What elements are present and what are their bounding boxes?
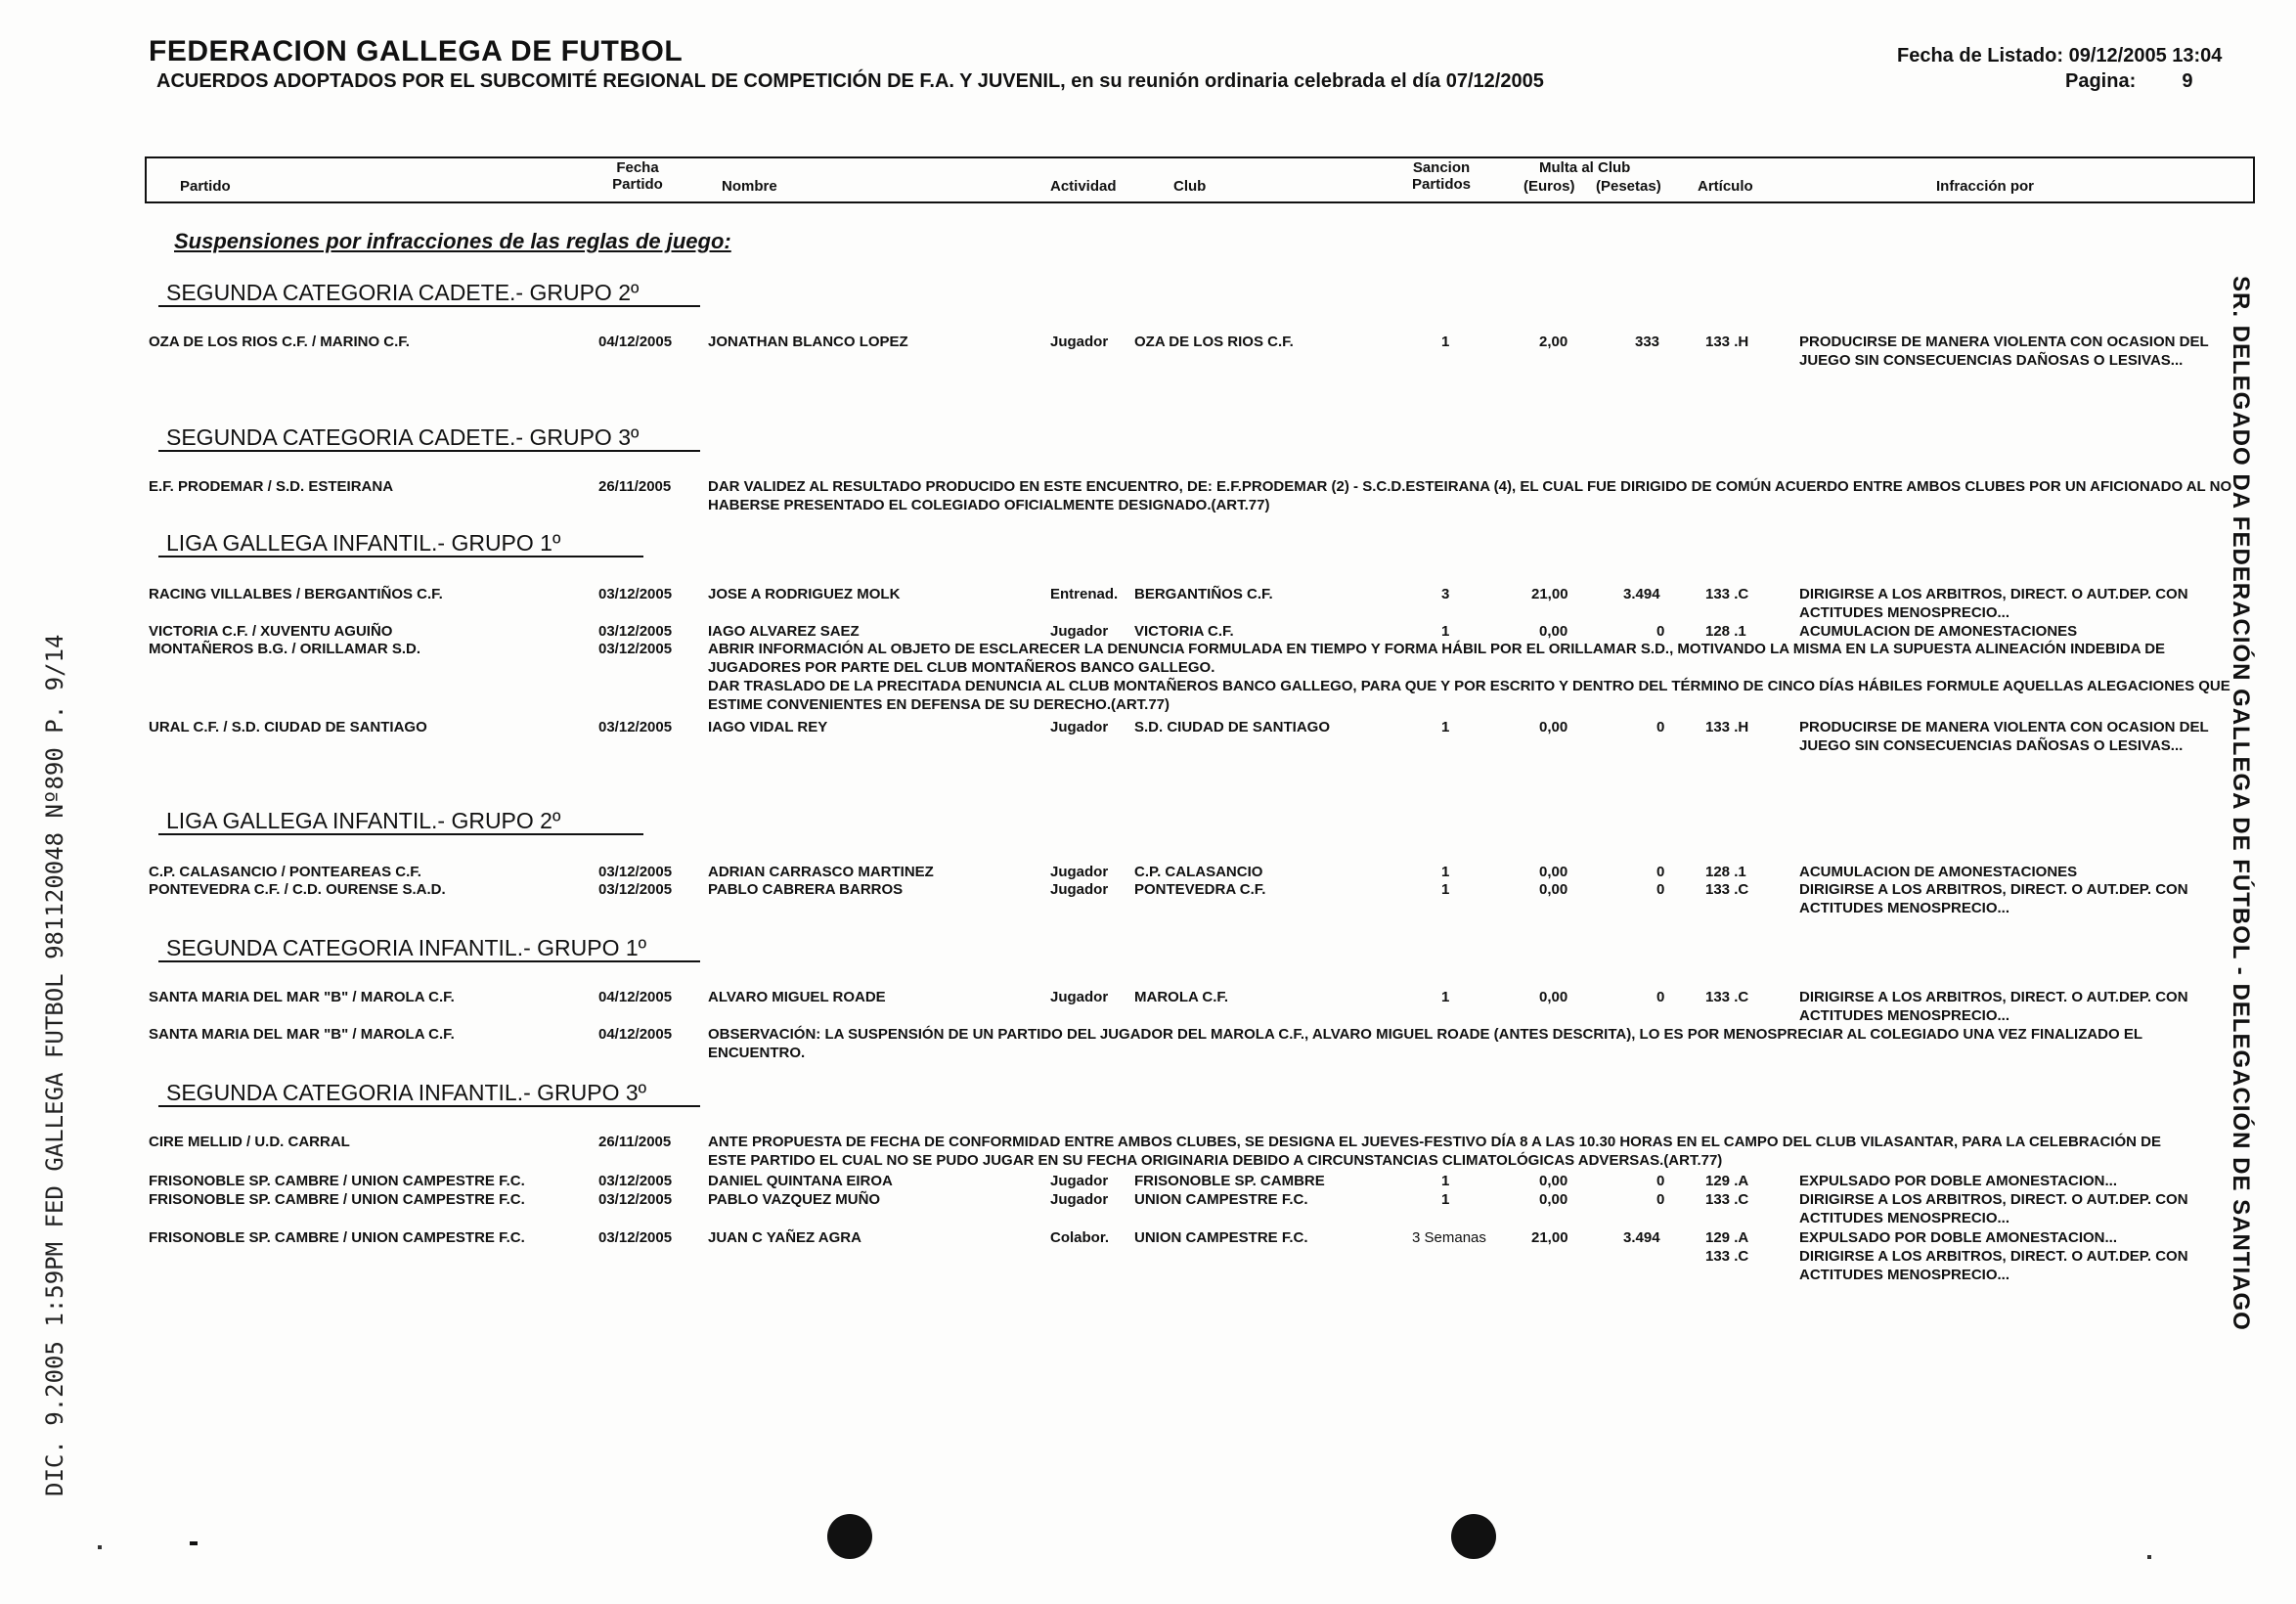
- row-club: UNION CAMPESTRE F.C.: [1134, 1229, 1308, 1246]
- punch-hole-right: [1451, 1514, 1496, 1559]
- row-partido: RACING VILLALBES / BERGANTIÑOS C.F.: [149, 586, 443, 602]
- row-fecha: 03/12/2005: [598, 881, 673, 898]
- row-infraccion: PRODUCIRSE DE MANERA VIOLENTA CON OCASION DEL JUEGO SIN CONSECUENCIAS DAÑOSAS O LESIVAS...: [1799, 334, 2209, 369]
- section-title: SEGUNDA CATEGORIA CADETE.- GRUPO 3º: [166, 424, 640, 450]
- row-nombre: ADRIAN CARRASCO MARTINEZ: [708, 864, 934, 880]
- row-pesetas: 0: [1656, 1173, 1665, 1189]
- row-actividad: Jugador: [1050, 989, 1109, 1005]
- row-club: VICTORIA C.F.: [1134, 623, 1234, 640]
- row-pesetas: 3.494: [1623, 1229, 1660, 1246]
- row-fecha: 03/12/2005: [598, 864, 673, 880]
- row-euros: 0,00: [1539, 989, 1568, 1005]
- col-partido: Partido: [180, 178, 231, 195]
- row-club: S.D. CIUDAD DE SANTIAGO: [1134, 719, 1331, 735]
- row-observation: ANTE PROPUESTA DE FECHA DE CONFORMIDAD ENTRE AMBOS CLUBES, SE DESIGNA EL JUEVES-FESTIVO DÍA 8 A LAS 10.30 HORAS EN EL CAMPO DEL CLUB VILASANTAR, PARA LA CELEBRACIÓN DE ESTE PARTIDO EL CUAL NO SE PUDO JUGAR EN SU FECHA ORIGINARIA DEBIDO A CIRCUNSTANCIAS CLIMATOLÓGICAS ADVERSAS.(ART.77): [708, 1134, 2161, 1169]
- row-sancion: 1: [1441, 623, 1450, 640]
- row-partido: FRISONOBLE SP. CAMBRE / UNION CAMPESTRE F.C.: [149, 1173, 525, 1189]
- row-partido: MONTAÑEROS B.G. / ORILLAMAR S.D.: [149, 641, 421, 657]
- section-title: LIGA GALLEGA INFANTIL.- GRUPO 1º: [166, 530, 561, 556]
- row-club: MAROLA C.F.: [1134, 989, 1229, 1005]
- row-fecha: 03/12/2005: [598, 1191, 673, 1208]
- row-partido: FRISONOBLE SP. CAMBRE / UNION CAMPESTRE F.C.: [149, 1229, 525, 1246]
- row-nombre: ALVARO MIGUEL ROADE: [708, 989, 886, 1005]
- row-euros: 21,00: [1531, 586, 1568, 602]
- col-articulo: Artículo: [1698, 178, 1753, 195]
- listing-date-label: Fecha de Listado:: [1897, 45, 2064, 67]
- row-sancion: 3 Semanas: [1412, 1229, 1486, 1246]
- page-number-label: Pagina:: [2065, 70, 2137, 92]
- row-nombre: IAGO ALVAREZ SAEZ: [708, 623, 860, 640]
- section-title: LIGA GALLEGA INFANTIL.- GRUPO 2º: [166, 808, 561, 833]
- col-infraccion: Infracción por: [1936, 178, 2035, 195]
- row-nombre: IAGO VIDAL REY: [708, 719, 828, 735]
- row-fecha: 03/12/2005: [598, 719, 673, 735]
- row-euros: 21,00: [1531, 1229, 1568, 1246]
- row-sancion: 1: [1441, 719, 1450, 735]
- row-actividad: Jugador: [1050, 881, 1109, 898]
- row-partido: C.P. CALASANCIO / PONTEAREAS C.F.: [149, 864, 421, 880]
- row-euros: 0,00: [1539, 719, 1568, 735]
- row-euros: 0,00: [1539, 623, 1568, 640]
- section-title: SEGUNDA CATEGORIA INFANTIL.- GRUPO 1º: [166, 935, 647, 960]
- col-multa: Multa al Club: [1539, 159, 1631, 176]
- row-club: PONTEVEDRA C.F.: [1134, 881, 1266, 898]
- row-club: UNION CAMPESTRE F.C.: [1134, 1191, 1308, 1208]
- row-fecha: 26/11/2005: [598, 478, 672, 495]
- row-articulo-2: 133 .C: [1705, 1248, 1749, 1265]
- row-euros: 0,00: [1539, 1191, 1568, 1208]
- row-partido: VICTORIA C.F. / XUVENTU AGUIÑO: [149, 623, 393, 640]
- col-fecha-partido: Fecha Partido: [612, 159, 663, 193]
- row-actividad: Jugador: [1050, 334, 1109, 350]
- row-partido: SANTA MARIA DEL MAR "B" / MAROLA C.F.: [149, 1026, 455, 1043]
- row-actividad: Jugador: [1050, 864, 1109, 880]
- delegation-side-stamp: SR. DELEGADO DA FEDERACIÓN GALLEGA DE FÚTBOL - DELEGACIÓN DE SANTIAGO: [2228, 276, 2254, 1331]
- scan-speck: [98, 1545, 102, 1549]
- listing-date: [1897, 45, 2222, 67]
- fax-transmission-header: DIC. 9.2005 1:59PM FED GALLEGA FUTBOL 981120048 Nº890 P. 9/14: [41, 634, 68, 1496]
- row-pesetas: 0: [1656, 989, 1665, 1005]
- row-actividad: Jugador: [1050, 719, 1109, 735]
- row-partido: OZA DE LOS RIOS C.F. / MARINO C.F.: [149, 334, 410, 350]
- section-underline: [158, 1105, 700, 1107]
- section-underline: [158, 833, 643, 835]
- row-articulo: 133 .C: [1705, 881, 1749, 898]
- row-fecha: 03/12/2005: [598, 1229, 673, 1246]
- row-actividad: Jugador: [1050, 1191, 1109, 1208]
- suspensions-heading: Suspensiones por infracciones de las reglas de juego:: [174, 229, 731, 253]
- row-articulo: 133 .C: [1705, 1191, 1749, 1208]
- section-title: SEGUNDA CATEGORIA INFANTIL.- GRUPO 3º: [166, 1080, 647, 1105]
- col-actividad: Actividad: [1050, 178, 1117, 195]
- row-pesetas: 0: [1656, 719, 1665, 735]
- page-number: [2065, 70, 2193, 93]
- row-pesetas: 0: [1656, 623, 1665, 640]
- row-articulo: 133 .H: [1705, 719, 1749, 735]
- row-euros: 0,00: [1539, 881, 1568, 898]
- row-articulo: 129 .A: [1705, 1173, 1749, 1189]
- row-articulo: 128 .1: [1705, 864, 1746, 880]
- row-infraccion: ACUMULACION DE AMONESTACIONES: [1799, 864, 2078, 880]
- row-articulo: 133 .H: [1705, 334, 1749, 350]
- row-actividad: Entrenad.: [1050, 586, 1119, 602]
- row-infraccion: DIRIGIRSE A LOS ARBITROS, DIRECT. O AUT.DEP. CON ACTITUDES MENOSPRECIO...: [1799, 881, 2188, 916]
- section-underline: [158, 556, 643, 557]
- scan-speck: [2147, 1555, 2151, 1559]
- row-observation-2: DAR TRASLADO DE LA PRECITADA DENUNCIA AL CLUB MONTAÑEROS BANCO GALLEGO, PARA QUE Y POR ESCRITO Y DENTRO DEL TÉRMINO DE CINCO DÍAS HÁBILES FORMULE AQUELLAS ALEGACIONES QUE ESTIME CONVENIENTES EN DEFENSA DE SU DERECHO.(ART.77): [708, 678, 2230, 713]
- federation-title: FEDERACION GALLEGA DE FUTBOL: [149, 35, 684, 67]
- punch-hole-left: [827, 1514, 872, 1559]
- row-partido: PONTEVEDRA C.F. / C.D. OURENSE S.A.D.: [149, 881, 446, 898]
- row-observation: OBSERVACIÓN: LA SUSPENSIÓN DE UN PARTIDO DEL JUGADOR DEL MAROLA C.F., ALVARO MIGUEL ROADE (ANTES DESCRITA), LO ES POR MENOSPRECIAR AL COLEGIADO UNA VEZ FINALIZADO EL ENCUENTRO.: [708, 1026, 2142, 1061]
- row-nombre: JUAN C YAÑEZ AGRA: [708, 1229, 861, 1246]
- document-subtitle: ACUERDOS ADOPTADOS POR EL SUBCOMITÉ REGIONAL DE COMPETICIÓN DE F.A. Y JUVENIL, en su reunión ordinaria celebrada el día 07/12/2005: [156, 70, 1544, 92]
- col-euros: (Euros): [1523, 178, 1575, 195]
- row-pesetas: 0: [1656, 881, 1665, 898]
- row-partido: E.F. PRODEMAR / S.D. ESTEIRANA: [149, 478, 394, 495]
- row-fecha: 03/12/2005: [598, 641, 673, 657]
- row-infraccion-2: DIRIGIRSE A LOS ARBITROS, DIRECT. O AUT.DEP. CON ACTITUDES MENOSPRECIO...: [1799, 1248, 2188, 1283]
- row-partido: SANTA MARIA DEL MAR "B" / MAROLA C.F.: [149, 989, 455, 1005]
- row-articulo: 128 .1: [1705, 623, 1746, 640]
- section-title: SEGUNDA CATEGORIA CADETE.- GRUPO 2º: [166, 280, 640, 305]
- row-fecha: 04/12/2005: [598, 989, 673, 1005]
- row-club: C.P. CALASANCIO: [1134, 864, 1263, 880]
- row-sancion: 1: [1441, 864, 1450, 880]
- row-fecha: 04/12/2005: [598, 334, 673, 350]
- row-fecha: 03/12/2005: [598, 586, 673, 602]
- row-euros: 2,00: [1539, 334, 1568, 350]
- row-nombre: PABLO CABRERA BARROS: [708, 881, 904, 898]
- row-infraccion: EXPULSADO POR DOBLE AMONESTACION...: [1799, 1229, 2118, 1246]
- row-nombre: JONATHAN BLANCO LOPEZ: [708, 334, 908, 350]
- row-observation: ABRIR INFORMACIÓN AL OBJETO DE ESCLARECER LA DENUNCIA FORMULADA EN TIEMPO Y FORMA HÁBIL POR EL ORILLAMAR S.D., MOTIVANDO LA MISMA EN LA SUPUESTA ALINEACIÓN INDEBIDA DE JUGADORES POR PARTE DEL CLUB MONTAÑEROS BANCO GALLEGO.: [708, 641, 2166, 676]
- page-number-value: 9: [2182, 70, 2193, 92]
- row-infraccion: DIRIGIRSE A LOS ARBITROS, DIRECT. O AUT.DEP. CON ACTITUDES MENOSPRECIO...: [1799, 1191, 2188, 1226]
- row-actividad: Jugador: [1050, 1173, 1109, 1189]
- row-fecha: 03/12/2005: [598, 1173, 673, 1189]
- row-sancion: 1: [1441, 989, 1450, 1005]
- row-nombre: JOSE A RODRIGUEZ MOLK: [708, 586, 901, 602]
- row-sancion: 3: [1441, 586, 1450, 602]
- row-nombre: DANIEL QUINTANA EIROA: [708, 1173, 893, 1189]
- col-pesetas: (Pesetas): [1596, 178, 1661, 195]
- row-pesetas: 3.494: [1623, 586, 1660, 602]
- row-fecha: 04/12/2005: [598, 1026, 673, 1043]
- col-club: Club: [1173, 178, 1207, 195]
- row-euros: 0,00: [1539, 864, 1568, 880]
- row-euros: 0,00: [1539, 1173, 1568, 1189]
- row-articulo: 133 .C: [1705, 586, 1749, 602]
- row-club: BERGANTIÑOS C.F.: [1134, 586, 1273, 602]
- row-infraccion: DIRIGIRSE A LOS ARBITROS, DIRECT. O AUT.DEP. CON ACTITUDES MENOSPRECIO...: [1799, 586, 2188, 621]
- row-pesetas: 0: [1656, 864, 1665, 880]
- row-partido: FRISONOBLE SP. CAMBRE / UNION CAMPESTRE F.C.: [149, 1191, 525, 1208]
- section-underline: [158, 450, 700, 452]
- row-infraccion: ACUMULACION DE AMONESTACIONES: [1799, 623, 2078, 640]
- row-sancion: 1: [1441, 334, 1450, 350]
- row-articulo: 129 .A: [1705, 1229, 1749, 1246]
- row-articulo: 133 .C: [1705, 989, 1749, 1005]
- row-club: OZA DE LOS RIOS C.F.: [1134, 334, 1294, 350]
- row-sancion: 1: [1441, 1173, 1450, 1189]
- row-sancion: 1: [1441, 881, 1450, 898]
- section-underline: [158, 305, 700, 307]
- row-observation: DAR VALIDEZ AL RESULTADO PRODUCIDO EN ESTE ENCUENTRO, DE: E.F.PRODEMAR (2) - S.C.D.ESTEIRANA (4), EL CUAL FUE DIRIGIDO DE COMÚN ACUERDO ENTRE AMBOS CLUBES POR UN AFICIONADO AL NO HABERSE PRESENTADO EL COLEGIADO OFICIALMENTE DESIGNADO.(ART.77): [708, 478, 2232, 513]
- row-fecha: 03/12/2005: [598, 623, 673, 640]
- row-club: FRISONOBLE SP. CAMBRE: [1134, 1173, 1325, 1189]
- row-pesetas: 0: [1656, 1191, 1665, 1208]
- listing-date-value: 09/12/2005 13:04: [2068, 45, 2223, 67]
- col-nombre: Nombre: [722, 178, 777, 195]
- row-infraccion: DIRIGIRSE A LOS ARBITROS, DIRECT. O AUT.DEP. CON ACTITUDES MENOSPRECIO...: [1799, 989, 2188, 1024]
- section-underline: [158, 960, 700, 962]
- scan-speck: [190, 1541, 198, 1545]
- row-partido: URAL C.F. / S.D. CIUDAD DE SANTIAGO: [149, 719, 427, 735]
- col-sancion: Sancion Partidos: [1411, 159, 1471, 193]
- row-actividad: Jugador: [1050, 623, 1109, 640]
- row-partido: CIRE MELLID / U.D. CARRAL: [149, 1134, 350, 1150]
- row-nombre: PABLO VAZQUEZ MUÑO: [708, 1191, 881, 1208]
- row-pesetas: 333: [1635, 334, 1660, 350]
- row-fecha: 26/11/2005: [598, 1134, 672, 1150]
- row-sancion: 1: [1441, 1191, 1450, 1208]
- row-infraccion: EXPULSADO POR DOBLE AMONESTACION...: [1799, 1173, 2118, 1189]
- row-actividad: Colabor.: [1050, 1229, 1110, 1246]
- row-infraccion: PRODUCIRSE DE MANERA VIOLENTA CON OCASION DEL JUEGO SIN CONSECUENCIAS DAÑOSAS O LESIVAS...: [1799, 719, 2209, 754]
